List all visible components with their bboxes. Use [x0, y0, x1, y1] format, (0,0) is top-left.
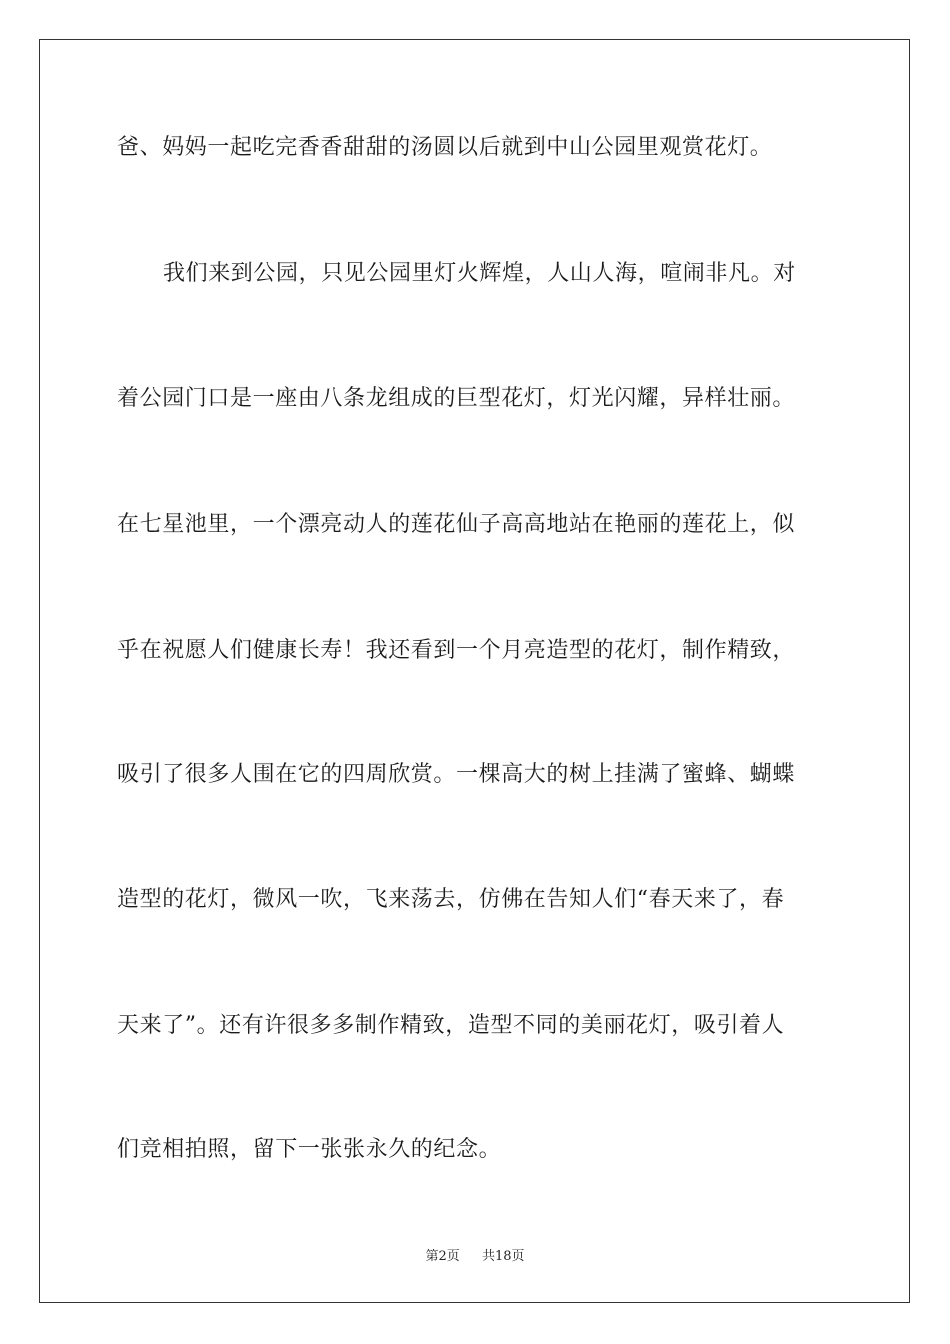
- text-line-9: 们竞相拍照，留下一张张永久的纪念。: [117, 1137, 502, 1162]
- page-total: 共18页: [482, 1249, 525, 1264]
- page-border: [39, 39, 910, 1303]
- text-line-7: 造型的花灯，微风一吹，飞来荡去，仿佛在告知人们“春天来了，春: [117, 887, 785, 912]
- text-line-8: 天来了”。还有许很多多制作精致，造型不同的美丽花灯，吸引着人: [117, 1013, 785, 1038]
- text-line-1: 爸、妈妈一起吃完香香甜甜的汤圆以后就到中山公园里观赏花灯。: [117, 135, 773, 160]
- text-line-2: 我们来到公园，只见公园里灯火辉煌，人山人海，喧闹非凡。对: [163, 261, 796, 286]
- text-line-5: 乎在祝愿人们健康长寿！我还看到一个月亮造型的花灯，制作精致，: [117, 638, 796, 663]
- text-line-6: 吸引了很多人围在它的四周欣赏。一棵高大的树上挂满了蜜蜂、蝴蝶: [117, 762, 796, 787]
- text-line-4: 在七星池里，一个漂亮动人的莲花仙子高高地站在艳丽的莲花上，似: [117, 512, 796, 537]
- text-line-3: 着公园门口是一座由八条龙组成的巨型花灯，灯光闪耀，异样壮丽。: [117, 386, 796, 411]
- page-number: 第2页: [425, 1249, 460, 1264]
- page-footer: [0, 1245, 950, 1264]
